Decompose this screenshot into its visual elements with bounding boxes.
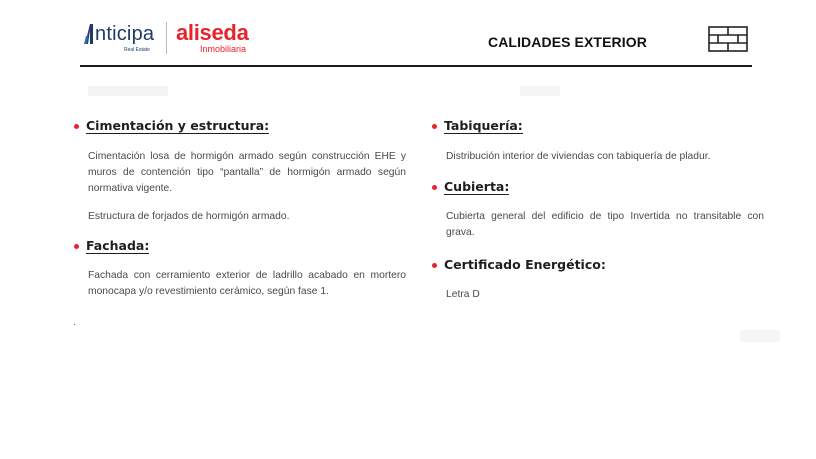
section-paragraph: Estructura de forjados de hormigón armado.	[88, 211, 290, 222]
anticipa-a-icon	[84, 24, 94, 44]
page-title: CALIDADES EXTERIOR	[488, 34, 647, 50]
bullet-icon	[74, 124, 79, 129]
section-title	[432, 258, 764, 272]
background-ghost	[740, 330, 780, 342]
section-title	[432, 119, 764, 134]
aliseda-logo	[176, 20, 249, 54]
logo-divider	[166, 22, 167, 54]
section-paragraph: Cimentación losa de hormigón armado según construcción EHE y muros de contención tipo “pantalla” de hormigón armado según normativa vigente.	[88, 151, 406, 194]
section-cubierta	[432, 180, 764, 241]
stray-dot	[74, 324, 75, 325]
section-paragraph: Letra D	[446, 289, 480, 300]
anticipa-logo	[84, 23, 155, 53]
section-title-text: Certificado Energético:	[444, 257, 606, 272]
background-ghost	[520, 86, 560, 96]
header	[0, 0, 816, 68]
aliseda-logo-text: aliseda	[176, 20, 249, 45]
section-title	[74, 239, 406, 254]
brick-wall-icon	[708, 26, 748, 52]
section-title-text: Cubierta:	[444, 179, 510, 194]
bullet-icon	[74, 244, 79, 249]
section-paragraph: Distribución interior de viviendas con tabiquería de pladur.	[446, 151, 711, 162]
bullet-icon	[432, 124, 437, 129]
background-ghost	[88, 86, 168, 96]
section-paragraph: Cubierta general del edificio de tipo Invertida no transitable con grava.	[446, 211, 764, 238]
anticipa-logo-subtext: Real Estate	[124, 47, 150, 53]
section-cimentacion	[74, 119, 406, 225]
section-title-text: Cimentación y estructura:	[86, 118, 270, 133]
section-certificado	[432, 258, 764, 303]
section-title	[74, 119, 406, 134]
section-tabiqueria	[432, 119, 764, 165]
section-paragraph: Fachada con cerramiento exterior de ladrillo acabado en mortero monocapa y/o revestimiento cerámico, según fase 1.	[88, 270, 406, 297]
section-title	[432, 180, 764, 195]
anticipa-logo-text: nticipa	[95, 23, 155, 45]
header-rule	[80, 65, 752, 67]
section-title-text: Tabiquería:	[444, 118, 523, 133]
bullet-icon	[432, 185, 437, 190]
section-title-text: Fachada:	[86, 238, 150, 253]
aliseda-logo-subtext: Inmobiliaria	[200, 44, 247, 54]
section-fachada	[74, 239, 406, 300]
bullet-icon	[432, 263, 437, 268]
